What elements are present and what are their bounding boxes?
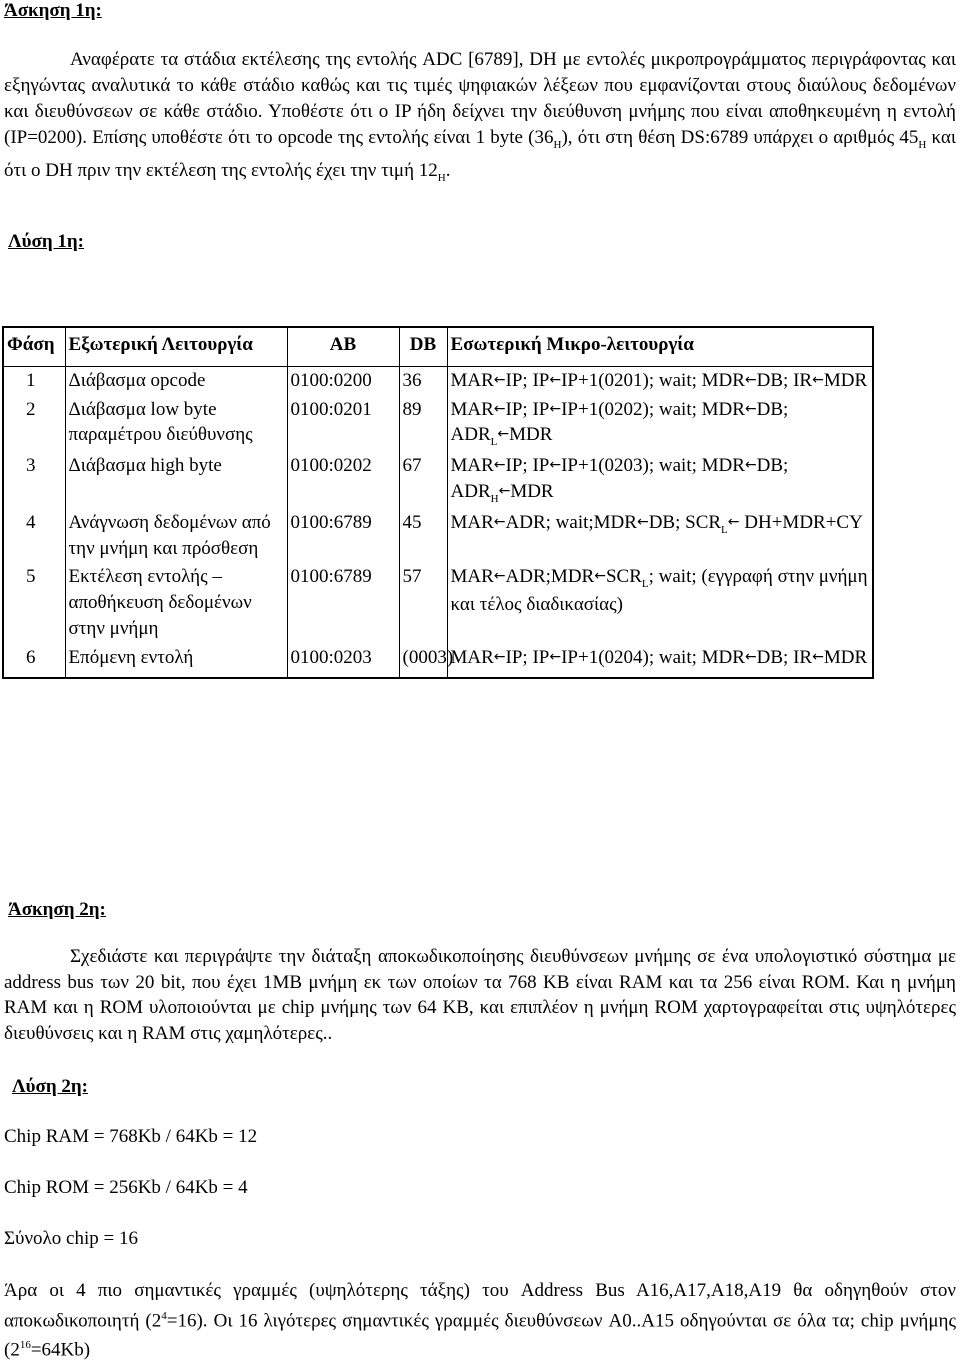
ex2-conclusion <box>4 1278 956 1363</box>
ex1-title: Άσκηση 1η: <box>4 0 102 21</box>
table-row: 4 Ανάγνωση δεδομένων από την μνήμη και πρόσθεση 0100:6789 45 MAR←ADR; wait;MDR←DB; $SCR_L\leftarrow$ DH+MDR+CY <box>3 509 873 564</box>
ex2-solution-title: Λύση 2η: <box>12 1076 88 1097</box>
header-phase: Φάση <box>3 327 65 366</box>
table-header-row <box>3 327 873 366</box>
ex2-title: Άσκηση 2η: <box>8 899 106 920</box>
ex1-paragraph: Αναφέρατε τα στάδια εκτέλεσης της εντολής ADC [6789], DH με εντολές μικροπρογράμματος περιγράφοντας και εξηγώντας αναλυτικά το κάθε στάδιο καθώς και τις τιμές ψηφιακών λέξεων που εμφανίζονται στους διαύλους δεδομένων και διευθύνσεων σε κάθε στάδιο. Υποθέστε ότι ο IP ήδη δείχνει την διεύθυνση μνήμης που είναι αποθηκευμένη η εντολή (IP=0200). Επίσης υποθέστε ότι το opcode της εντολής είναι 1 byte $(36_H)$, ότι στη θέση DS:6789 υπάρχει ο αριθμός $45_H$ και ότι ο DH πριν την εκτέλεση της εντολής έχει την τιμή $12_H$. <box>4 49 956 184</box>
header-internal-microop: Εσωτερική Μικρο-λειτουργία <box>447 327 873 366</box>
ex1-solution-title: Λύση 1η: <box>8 231 84 252</box>
table-row: 2 Διάβασμα low byte παραμέτρου διεύθυνσης 0100:0201 89 MAR←IP; IP←IP+1(0202); wait; MDR←DB; $ADR_L\leftarrow MDR$ <box>3 396 873 453</box>
table-row: 3 Διάβασμα high byte 0100:0202 67 MAR←IP; IP←IP+1(0203); wait; MDR←DB; $ADR_H\leftarrow MDR$ <box>3 452 873 509</box>
ex2-paragraph: Σχεδιάστε και περιγράψτε την διάταξη αποκωδικοποίησης διευθύνσεων μνήμης σε ένα υπολογιστικό σύστημα με address bus των 20 bit, που έχει 1MB μνήμη εκ των οποίων τα 768 KB είναι RAM και τα 256 είναι ROM. Και η μνήμη RAM και η ROM υλοποιούνται με chip μνήμης των 64 KB, και επιπλέον η μνήμη ROM χαρτογραφείται στις υψηλότερες διευθύνσεις και η RAM στις χαμηλότερες.. <box>4 946 956 1044</box>
table-row: 1 Διάβασμα opcode 0100:0200 36 MAR←IP; IP←IP+1(0201); wait; MDR←DB; IR←MDR <box>3 366 873 395</box>
table-row: 5 Εκτέλεση εντολής – αποθήκευση δεδομένων στην μνήμη 0100:6789 57 $MAR\leftarrow ADR;MDR\leftarrow SCR_L$; wait; (εγγραφή στην μνήμη και τέλος διαδικασίας) <box>3 563 873 643</box>
chip-rom-line: Chip ROM = 256Kb / 64Kb = 4 <box>4 1177 248 1198</box>
chip-ram-line: Chip RAM = 768Kb / 64Kb = 12 <box>4 1126 258 1147</box>
ex2-statement <box>4 944 956 1046</box>
header-external-operation: Εξωτερική Λειτουργία <box>65 327 287 366</box>
total-chip-line: Σύνολο chip = 16 <box>4 1228 138 1249</box>
header-db: DB <box>399 327 447 366</box>
conclusion-paragraph: Άρα οι 4 πιο σημαντικές γραμμές (υψηλότερης τάξης) του Address Bus A16,A17,A18,A19 θα οδηγηθούν στον αποκωδικοποιητή $(2^4=16)$. Οι 16 λιγότερες σημαντικές γραμμές διευθύνσεων A0..A15 οδηγούνται σε όλα τα; chip μνήμης $(2^{16}=64Kb)$ <box>4 1280 956 1361</box>
microprogram-table <box>2 326 874 679</box>
table-row: 6 Επόμενη εντολή 0100:0203 (0003) MAR←IP; IP←IP+1(0204); wait; MDR←DB; IR←MDR <box>3 644 873 678</box>
header-ab: AB <box>287 327 399 366</box>
ex1-statement <box>4 47 956 191</box>
